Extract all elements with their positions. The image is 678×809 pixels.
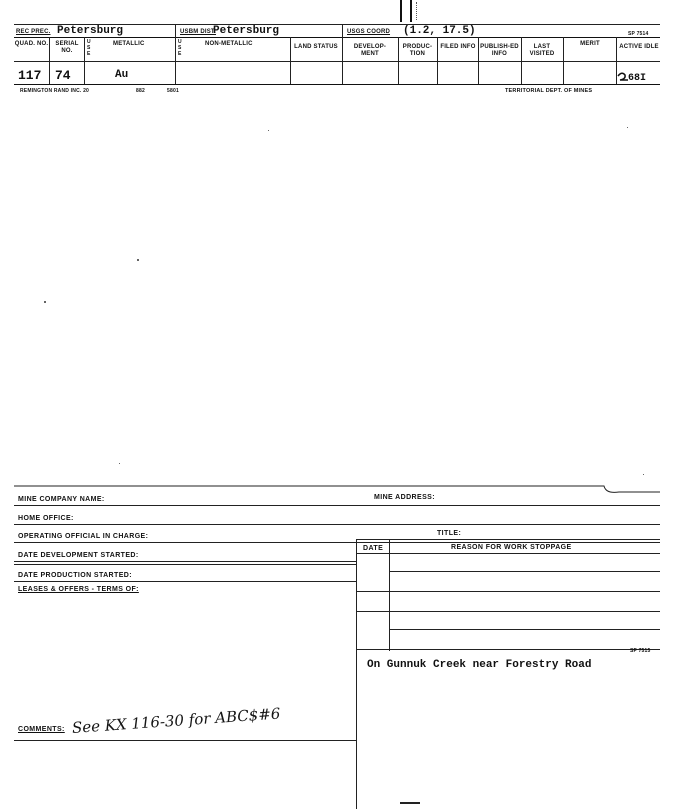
title-label: TITLE:: [437, 530, 462, 537]
col-land-status: LAND STATUS: [294, 44, 338, 50]
mine-company-name-label: MINE COMPANY NAME:: [18, 496, 105, 503]
scan-speck: [137, 259, 139, 261]
col-filed-info: FILED INFO: [440, 44, 476, 50]
comments-handwritten: See KX 116-30 for ABC$#6: [71, 704, 281, 737]
usbm-dist-label: USBM DIST.: [180, 29, 217, 35]
col-serial-no: SERIAL NO.: [55, 41, 79, 54]
col-metallic: METALLIC: [113, 41, 145, 47]
col-use-a: U S E: [87, 39, 91, 57]
col-quad-no: QUAD. NO.: [14, 41, 49, 47]
leases-label: LEASES & OFFERS - TERMS OF:: [18, 586, 139, 593]
record-quad-no: 117: [18, 68, 42, 83]
col-development: DEVELOP-MENT: [353, 44, 387, 57]
location-note: On Gunnuk Creek near Forestry Road: [367, 659, 592, 671]
usgs-coord-label: USGS COORD: [347, 29, 391, 35]
check-mark-icon: [616, 70, 630, 82]
scan-speck: [627, 127, 628, 128]
scan-speck: [643, 474, 644, 475]
date-header: DATE: [363, 545, 384, 552]
col-active-idle: ACTIVE IDLE: [619, 44, 659, 50]
binder-mark-dots: [416, 2, 419, 20]
code-a: 882: [136, 88, 145, 94]
col-published-info: PUBLISH-ED INFO: [480, 44, 519, 57]
binder-mark: [400, 0, 412, 22]
rec-prec-value: Petersburg: [57, 25, 124, 37]
record-serial-no: 74: [55, 68, 71, 83]
code-b: 5801: [167, 88, 179, 94]
torn-edge: [14, 480, 660, 496]
binder-mark-bottom: [400, 802, 420, 808]
date-production-label: DATE PRODUCTION STARTED:: [18, 572, 132, 579]
usgs-coord-value: (1.2, 17.5): [403, 25, 476, 37]
date-development-label: DATE DEVELOPMENT STARTED:: [18, 552, 139, 559]
mine-address-label: MINE ADDRESS:: [374, 494, 435, 501]
usbm-dist-value: Petersburg: [213, 25, 280, 37]
scan-speck: [268, 130, 269, 131]
record-active-idle: 68I: [628, 73, 647, 84]
col-last-visited: LAST VISITED: [529, 44, 555, 57]
form-number-top: SP 7514: [628, 31, 649, 37]
col-merit: MERIT: [580, 41, 600, 47]
printer-credit: REMINGTON RAND INC. 20: [20, 88, 90, 94]
col-non-metallic: NON-METALLIC: [205, 41, 253, 47]
col-use-b: U S E: [178, 39, 182, 57]
reason-header: REASON FOR WORK STOPPAGE: [451, 544, 572, 551]
operating-official-label: OPERATING OFFICIAL IN CHARGE:: [18, 533, 149, 540]
comments-label: COMMENTS:: [18, 726, 65, 733]
form-number-bottom: SP 7515: [630, 648, 651, 654]
record-metallic: Au: [115, 69, 129, 81]
department-label: TERRITORIAL DEPT. OF MINES: [505, 88, 593, 94]
rec-prec-label: REC PREC.: [16, 29, 51, 35]
col-production: PRODUC-TION: [402, 44, 433, 57]
scan-speck: [44, 301, 46, 303]
scan-speck: [119, 463, 120, 464]
home-office-label: HOME OFFICE:: [18, 515, 74, 522]
